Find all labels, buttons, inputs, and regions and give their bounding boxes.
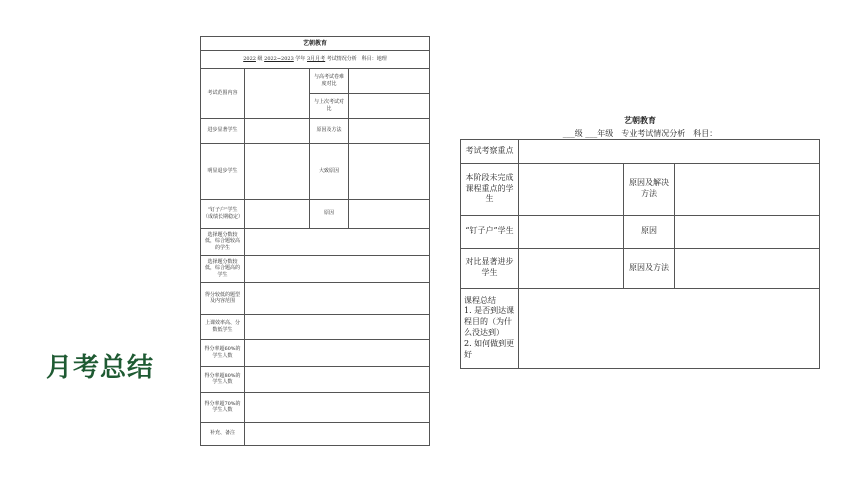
row-mid-label: 与高考试卷难度对比 bbox=[309, 68, 349, 93]
row-label: 考试考察重点 bbox=[461, 140, 519, 163]
row-mid-label: 原因及解决方法 bbox=[623, 163, 675, 215]
row-label: 得分率超80%的学生人数 bbox=[201, 366, 245, 392]
right-row bbox=[461, 140, 819, 164]
left-row bbox=[201, 255, 429, 283]
slide-title: 月考总结 bbox=[46, 353, 155, 383]
left-row bbox=[201, 282, 429, 315]
left-form-subheader bbox=[201, 50, 429, 69]
row-mid-label: 大致原因 bbox=[309, 143, 349, 199]
school-year: 2022~2023 bbox=[264, 56, 294, 62]
row-mid-label: 原因及方法 bbox=[309, 118, 349, 143]
left-row bbox=[201, 228, 429, 256]
left-row-regress bbox=[201, 143, 429, 200]
row-mid-label: 原因及方法 bbox=[623, 248, 675, 288]
left-row-stable bbox=[201, 199, 429, 229]
row-mid-label: 原因 bbox=[309, 199, 349, 228]
row-label: 进步显著学生 bbox=[201, 118, 245, 143]
row-label: 得分率超70%的学生人数 bbox=[201, 392, 245, 422]
left-row bbox=[201, 339, 429, 367]
exam-name: 3月月考 bbox=[306, 56, 326, 62]
row-mid-label: 与上次考试对比 bbox=[309, 93, 349, 118]
row-label: 补充、备注 bbox=[201, 422, 245, 445]
left-exam-form bbox=[200, 36, 430, 446]
school-year-word: 学年 bbox=[295, 56, 306, 62]
row-label: 本阶段未完成课程重点的学生 bbox=[461, 163, 519, 215]
row-label: 课程总结 1. 是否到达课程目的（为什么没达到） 2. 如何做到更好 bbox=[461, 288, 519, 368]
right-form-subtitle: ___级 ___年级 专业考试情况分析 科目： bbox=[562, 129, 718, 138]
row-label: 选择题分数较低，综合题高的学生 bbox=[201, 255, 245, 282]
right-form-title: 艺朝教育 bbox=[624, 115, 656, 125]
row-label: “钉子户”学生（成绩长期稳定） bbox=[201, 199, 245, 228]
right-row bbox=[461, 248, 819, 289]
row-label: “钉子户”学生 bbox=[461, 215, 519, 248]
right-row bbox=[461, 215, 819, 249]
row-label: 选择题分数较低，综合题较高的学生 bbox=[201, 228, 245, 255]
row-mid-label: 原因 bbox=[623, 215, 675, 248]
left-row-scope bbox=[201, 68, 429, 119]
left-row-progress bbox=[201, 118, 429, 144]
left-row bbox=[201, 392, 429, 423]
row-label: 对比显著进步学生 bbox=[461, 248, 519, 288]
grade-word: 级 bbox=[257, 56, 263, 62]
left-row bbox=[201, 422, 429, 445]
right-row bbox=[461, 163, 819, 216]
row-label: 上课效率高、分数低学生 bbox=[201, 314, 245, 339]
row-label: 明显退步学生 bbox=[201, 143, 245, 199]
subject-line: 考试情况分析 科目：地理 bbox=[326, 56, 387, 62]
row-label: 得分率超60%的学生人数 bbox=[201, 339, 245, 366]
row-label: 考试范围内容 bbox=[201, 68, 245, 118]
right-exam-form bbox=[460, 139, 820, 369]
right-row bbox=[461, 288, 819, 368]
row-label: 得分较低的题型及内容范围 bbox=[201, 282, 245, 314]
left-form-header: 艺朝教育 bbox=[201, 37, 429, 51]
grade-year: 2022 bbox=[243, 56, 256, 62]
left-row bbox=[201, 366, 429, 393]
left-row bbox=[201, 314, 429, 340]
